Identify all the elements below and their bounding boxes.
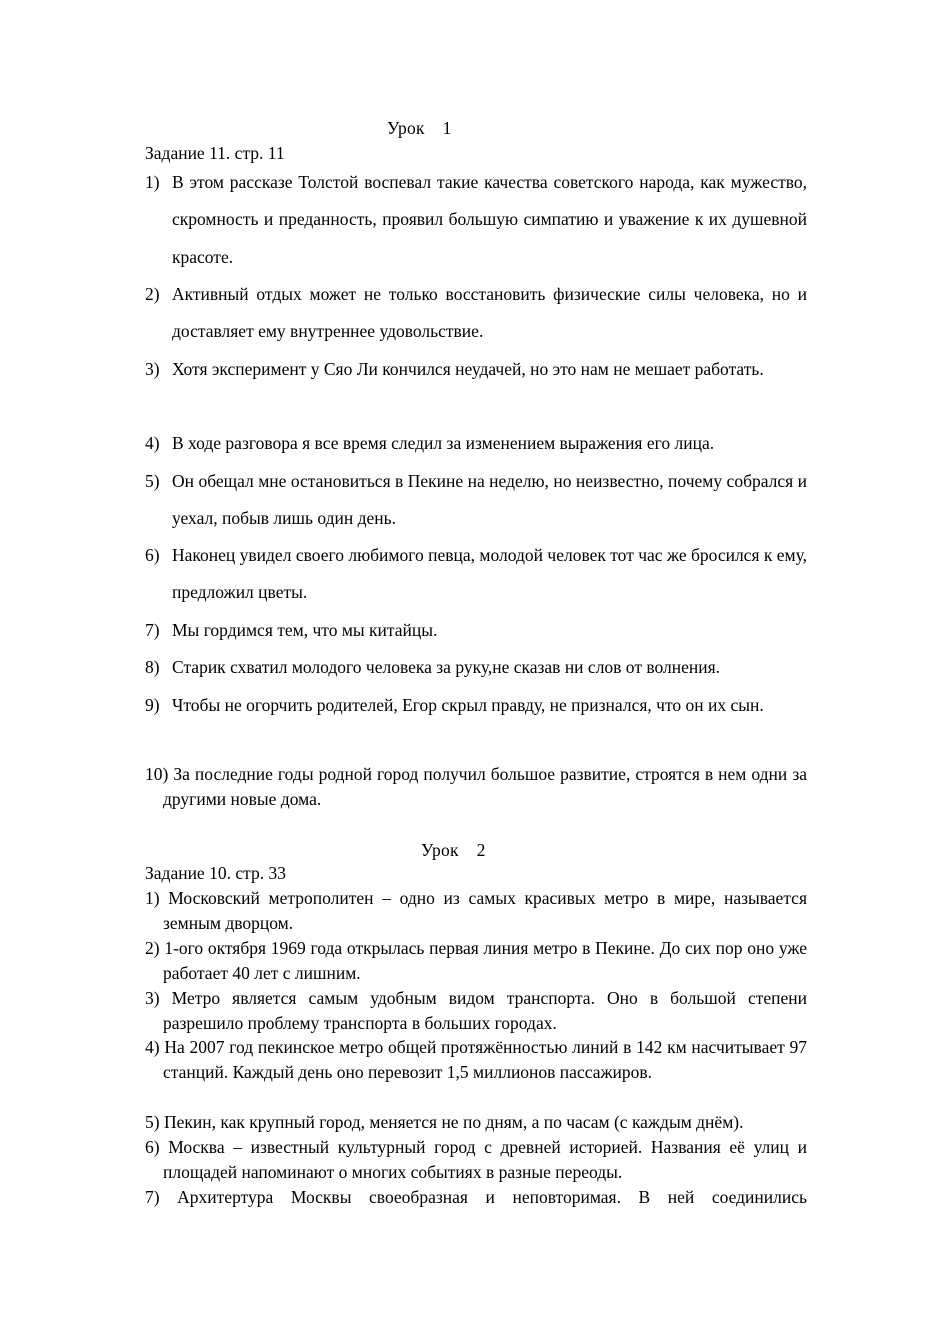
list-item-number: 5) <box>145 471 160 491</box>
list-item-body: 1-ого октября 1969 года открылась первая линия метро в Пекине. До сих пор оно уже работает 40 лет с лишним. <box>163 938 807 983</box>
list-item-text: Хотя эксперимент у Сяо Ли кончился неудачей, но это нам не мешает работать. <box>172 359 764 379</box>
list-item <box>145 1135 807 1184</box>
list-item <box>145 463 807 538</box>
list-item-number: 9) <box>145 695 160 715</box>
list-item-text: Чтобы не огорчить родителей, Егор скрыл правду, не признался, что он их сын. <box>172 695 764 715</box>
list-item-text: В ходе разговора я все время следил за изменением выражения его лица. <box>172 433 715 453</box>
list-item-number: 7) <box>145 1187 160 1207</box>
list-item-text: Он обещал мне остановиться в Пекине на неделю, но неизвестно, почему собрался и уехал, побыв лишь один день. <box>172 471 807 529</box>
list-item <box>145 886 807 935</box>
list-item <box>145 1035 807 1084</box>
list-item-text: Активный отдых может не только восстановить физические силы человека, но и доставляет ему внутреннее удовольствие. <box>172 284 807 342</box>
list-item-body: Москва – известный культурный город с древней историей. Названия её улиц и площадей напоминают о многих событиях в разные переоды. <box>163 1137 808 1182</box>
list-item-text: Старик схватил молодого человека за руку,не сказав ни слов от волнения. <box>172 657 721 677</box>
list-item-number: 2) <box>145 938 160 958</box>
list-item-text <box>145 936 807 985</box>
list-item-body: Метро является самым удобным видом транспорта. Оно в большой степени разрешило проблему транспорта в больших городах. <box>163 988 807 1033</box>
list-item-body: Пекин, как крупный город, меняется не по дням, а по часам (с каждым днём). <box>163 1112 744 1132</box>
lesson-1-task-label: Задание 11. стр. 11 <box>145 143 285 163</box>
list-item <box>145 537 807 612</box>
lesson-1-title-word: Урок <box>387 118 425 138</box>
list-item <box>145 1110 807 1135</box>
list-item-text <box>145 762 807 811</box>
list-item-body: Архитертура Москвы своеобразная и неповторимая. В ней соединились <box>177 1187 807 1207</box>
list-item <box>145 936 807 985</box>
list-item-number: 5) <box>145 1112 160 1132</box>
list-item-number: 1) <box>145 888 160 908</box>
list-item-text <box>145 1135 807 1184</box>
list-item <box>145 164 807 276</box>
list-item-number: 3) <box>145 359 160 379</box>
lesson-2-title-number: 2 <box>476 840 486 860</box>
lesson-2-title <box>421 839 486 861</box>
list-item-body: На 2007 год пекинское метро общей протяжённостью линий в 142 км насчитывает 97 станций. Каждый день оно перевозит 1,5 миллионов пассажиров. <box>163 1037 808 1082</box>
list-item-text: Наконец увидел своего любимого певца, молодой человек тот час же бросился к ему, предложил цветы. <box>172 545 807 603</box>
list-item-number: 4) <box>145 1037 160 1057</box>
list-item-number: 3) <box>145 988 160 1008</box>
list-item <box>145 649 807 686</box>
list-item <box>145 425 807 462</box>
list-item-text: Мы гордимся тем, что мы китайцы. <box>172 620 438 640</box>
list-item <box>145 351 807 388</box>
lesson-2-task-label: Задание 10. стр. 33 <box>145 863 286 883</box>
list-item-body: За последние годы родной город получил большое развитие, строятся в нем одни за другими новые дома. <box>163 764 807 809</box>
list-item-number: 4) <box>145 433 160 453</box>
list-item <box>145 762 807 811</box>
lesson-1-title-number: 1 <box>442 118 452 138</box>
list-item-number: 2) <box>145 284 160 304</box>
list-item-text <box>145 986 807 1035</box>
list-item-number: 8) <box>145 657 160 677</box>
list-item-text <box>145 1110 807 1135</box>
list-item-text <box>145 1185 807 1210</box>
lesson-1-title <box>387 117 452 139</box>
list-item-number: 10) <box>145 764 169 784</box>
list-item-number: 6) <box>145 1137 160 1157</box>
list-item-number: 6) <box>145 545 160 565</box>
list-item-number: 7) <box>145 620 160 640</box>
list-item-number: 1) <box>145 172 160 192</box>
list-item-body: Московский метрополитен – одно из самых красивых метро в мире, называется земным дворцом. <box>163 888 808 933</box>
lesson-2-title-word: Урок <box>421 840 459 860</box>
list-item-text <box>145 1035 807 1084</box>
list-item <box>145 986 807 1035</box>
list-item <box>145 1185 807 1210</box>
list-item <box>145 687 807 724</box>
list-item-text <box>145 886 807 935</box>
list-item-text: В этом рассказе Толстой воспевал такие качества советского народа, как мужество, скромность и преданность, проявил большую симпатию и уважение к их душевной красоте. <box>172 172 807 267</box>
list-item <box>145 612 807 649</box>
list-item <box>145 276 807 351</box>
